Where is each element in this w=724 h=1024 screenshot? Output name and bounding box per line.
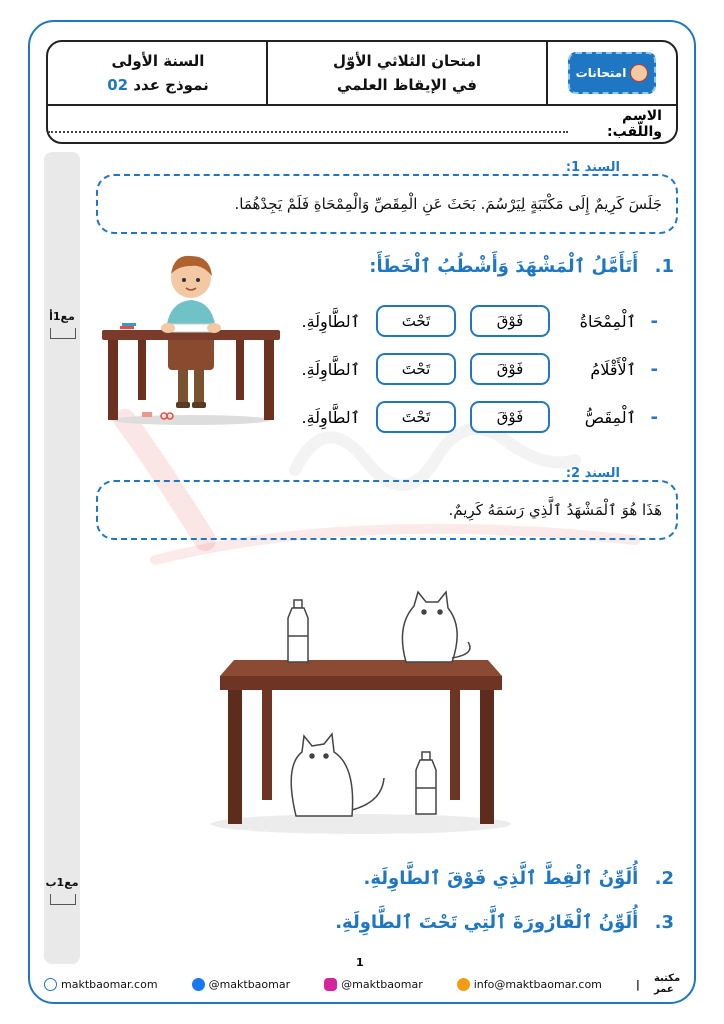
footer-email[interactable] [457,978,602,991]
question2-text: أُلَوِّنُ ٱلْقِطَّ ٱلَّذِي فَوْقَ ٱلطَّاوِلَةِ. [363,868,639,889]
footer [44,972,684,996]
footer-brand [654,973,684,995]
boy-at-desk-illustration [98,250,284,426]
exam-subject: في الإيقاظ العلمي [337,76,477,94]
question1-text: أَتَأَمَّلُ ٱلْمَشْهَدَ وَأَشْطُبُ ٱلْخَطَأَ: [369,256,639,277]
avatar-icon [630,64,648,82]
bullet: - [650,310,658,332]
option-above-button[interactable]: فَوْقَ [470,353,550,385]
criterion-a-label: مع1أ [49,310,75,323]
facebook-text: @maktbaomar [208,977,291,991]
item-eraser: ٱلْمِمْحَاةُ [579,311,636,331]
cat-on-table [402,592,470,662]
name-field[interactable] [48,115,568,133]
q1-row-eraser [301,302,658,340]
bottle-under-table [416,752,436,814]
option-above-button[interactable]: فَوْقَ [470,401,550,433]
criterion-b-label: مع1ب [45,876,79,889]
model-value: 02 [107,76,129,94]
q1-row-pencils [301,350,658,388]
globe-icon [44,978,57,991]
source2-title: السند 2: [565,466,620,481]
footer-website[interactable] [44,978,158,991]
criteria-sidebar [44,152,80,964]
instagram-text: @maktbaomar [341,977,423,991]
source2-text: هَذَا هُوَ ٱلْمَشْهَدُ ٱلَّذِي رَسَمَهُ كَرِيمٌ. [448,501,662,519]
question1-title [369,256,674,277]
model-label: نموذج عدد [133,76,209,94]
row-tail-table: ٱلطَّاوِلَةِ. [301,311,360,331]
source2-box [96,480,678,540]
source1-box [96,174,678,234]
source1-text: جَلَسَ كَرِيمٌ إِلَى مَكْتَبَةٍ لِيَرْسُمَ. بَحَثَ عَنِ الْمِقَصِّ وَالْمِمْحَاةِ فَلَمْ يَجِدْهُمَا. [234,195,662,213]
criterion-a-score-box[interactable] [50,328,76,339]
row-tail-table: ٱلطَّاوِلَةِ. [301,407,360,427]
option-below-button[interactable]: تَحْتَ [376,305,456,337]
model-number [107,73,209,97]
footer-facebook[interactable] [192,978,291,991]
website-text: maktbaomar.com [61,977,158,991]
footer-separator: | [635,977,640,991]
criterion-b-score-box[interactable] [50,894,76,905]
brand-logo-icon: مكتبة عمر [653,973,681,995]
student-name-row [48,106,676,142]
header-top-row [48,42,676,106]
row-tail-table: ٱلطَّاوِلَةِ. [301,359,360,379]
bullet: - [650,358,658,380]
bottle-on-table [288,600,308,662]
q1-row-scissors [301,398,658,436]
name-label: الاسم واللّقب: [607,108,662,140]
question3 [335,912,674,933]
page-number: 1 [356,956,364,969]
exam-title: امتحان الثلاثي الأوّل [333,52,481,70]
email-text: info@maktbaomar.com [473,977,602,991]
header-level-cell [48,42,268,104]
question2-number: 2. [654,868,674,889]
option-below-button[interactable]: تَحْتَ [376,353,456,385]
option-below-button[interactable]: تَحْتَ [376,401,456,433]
option-above-button[interactable]: فَوْقَ [470,305,550,337]
header-logo-cell [546,42,676,104]
question3-number: 3. [654,912,674,933]
bullet: - [650,406,658,428]
question1-number: 1. [654,256,674,277]
footer-instagram[interactable] [324,978,423,991]
email-icon [457,978,470,991]
question2 [364,868,675,889]
source1-title: السند 1: [565,160,620,175]
school-year: السنة الأولى [111,52,205,70]
header-title-cell [266,42,546,104]
table-scene-illustration [206,566,516,836]
logo-text: امتحانات [575,66,627,80]
instagram-icon [324,978,337,991]
exam-header [46,40,678,144]
question3-text: أُلَوِّنُ ٱلْقَارُورَةَ ٱلَّتِي تَحْتَ ٱلطَّاوِلَةِ. [335,912,639,933]
item-pencils: ٱلْأَقْلَامُ [590,359,636,379]
item-scissors: ٱلْمِقَصُّ [584,407,636,427]
facebook-icon [192,978,205,991]
brand-logo [568,52,656,94]
cat-under-table [291,734,384,816]
